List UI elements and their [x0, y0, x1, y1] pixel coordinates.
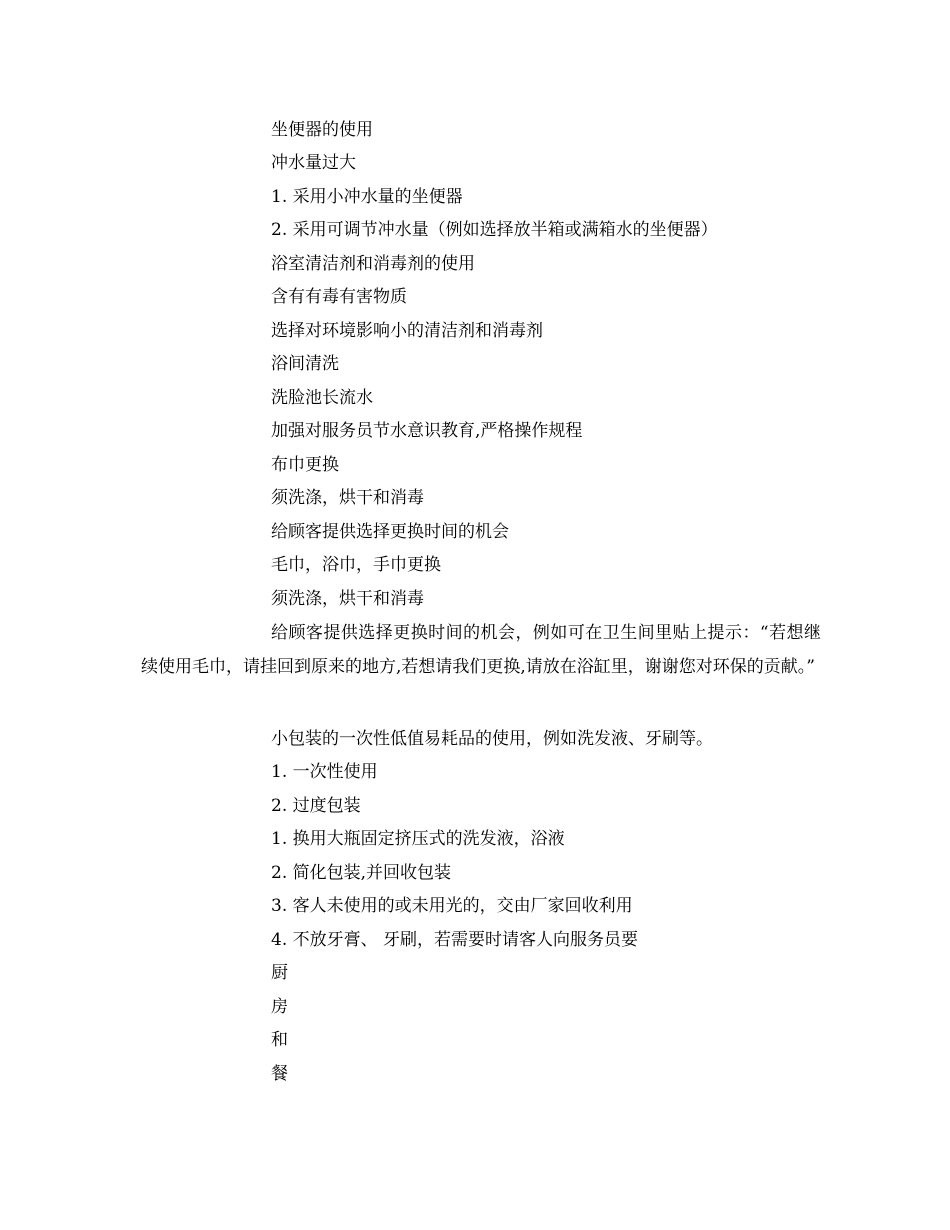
text-line: 2. 采用可调节冲水量（例如选择放半箱或满箱水的坐便器）: [271, 220, 718, 240]
text-line: 给顾客提供选择更换时间的机会: [271, 522, 509, 542]
body-paragraph: 给顾客提供选择更换时间的机会，例如可在卫生间里贴上提示：“若想继续使用毛巾，请挂回到原来的地方,若想请我们更换,请放在浴缸里，谢谢您对环保的贡献。”: [141, 623, 821, 677]
text-line: 布巾更换: [271, 455, 339, 475]
text-line: 4. 不放牙膏、 牙刷，若需要时请客人向服务员要: [271, 930, 639, 950]
text-line: 洗脸池长流水: [271, 388, 373, 408]
text-line: 2. 过度包装: [271, 796, 361, 816]
text-line: 选择对环境影响小的清洁剂和消毒剂: [271, 321, 543, 341]
text-line: 坐便器的使用: [271, 120, 373, 140]
text-line: 1. 一次性使用: [271, 762, 378, 782]
text-line: 房: [271, 997, 288, 1017]
text-line: 须洗涤，烘干和消毒: [271, 589, 424, 609]
text-line: 2. 简化包装,并回收包装: [271, 863, 452, 883]
text-line: 须洗涤，烘干和消毒: [271, 488, 424, 508]
text-line: 餐: [271, 1064, 288, 1084]
text-line: 1. 换用大瓶固定挤压式的洗发液，浴液: [271, 829, 565, 849]
text-line: 1. 采用小冲水量的坐便器: [271, 187, 463, 207]
text-line: 和: [271, 1030, 288, 1050]
text-line: 毛巾，浴巾，手巾更换: [271, 555, 441, 575]
text-line: 厨: [271, 963, 288, 983]
text-line: 含有有毒有害物质: [271, 287, 407, 307]
text-line: 浴间清洗: [271, 354, 339, 374]
text-line: 加强对服务员节水意识教育,严格操作规程: [271, 421, 583, 441]
text-line: 浴室清洁剂和消毒剂的使用: [271, 254, 475, 274]
text-line: 冲水量过大: [271, 153, 356, 173]
text-line: 小包装的一次性低值易耗品的使用，例如洗发液、牙刷等。: [271, 729, 713, 749]
text-line: 3. 客人未使用的或未用光的，交由厂家回收利用: [271, 896, 633, 916]
